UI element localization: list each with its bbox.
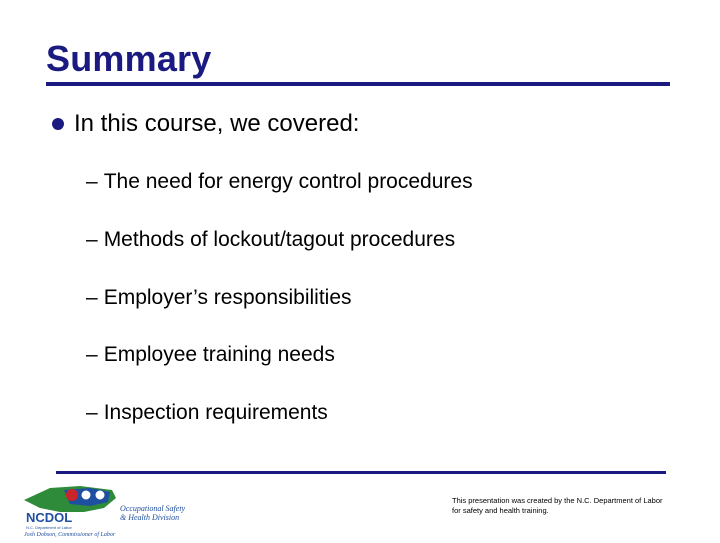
footer-note: This presentation was created by the N.C. Department of Labor for safety and health training. [452, 496, 663, 515]
ncdol-logo [20, 478, 220, 538]
commissioner-text: Josh Dobson, Commissioner of Labor [24, 532, 116, 538]
title-underline [46, 82, 670, 86]
ncdol-logo-graphic [20, 478, 220, 538]
dash-icon: – [86, 228, 98, 251]
slide-title: Summary [46, 38, 212, 79]
dash-icon: – [86, 343, 98, 366]
sub-bullet-text: Employee training needs [103, 343, 335, 366]
footer-rule [56, 471, 666, 474]
sub-bullet-text: Inspection requirements [103, 401, 328, 424]
dash-icon: – [86, 170, 98, 193]
grad-cap-emblem-icon [95, 490, 105, 500]
sub-bullet-text: The need for energy control procedures [103, 170, 473, 193]
sub-bullet [86, 170, 473, 194]
red-emblem-icon [66, 489, 78, 501]
main-bullet-text: In this course, we covered: [74, 110, 360, 137]
dash-icon: – [86, 286, 98, 309]
sub-bullet [86, 343, 335, 367]
sub-bullet [86, 286, 352, 310]
dept-text: N.C. Department of Labor [26, 525, 72, 530]
figure-emblem-icon [81, 490, 91, 500]
sub-bullet-text: Methods of lockout/tagout procedures [103, 228, 456, 251]
sub-bullet-text: Employer’s responsibilities [103, 286, 352, 309]
sub-bullet [86, 401, 328, 425]
ncdol-text: NCDOL [26, 510, 73, 525]
osh-line1: Occupational Safety [120, 504, 186, 513]
bullet-dot-icon [52, 118, 64, 130]
main-bullet [52, 110, 359, 138]
dash-icon: – [86, 401, 98, 424]
osh-line2: & Health Division [120, 513, 180, 522]
sub-bullet [86, 228, 455, 252]
